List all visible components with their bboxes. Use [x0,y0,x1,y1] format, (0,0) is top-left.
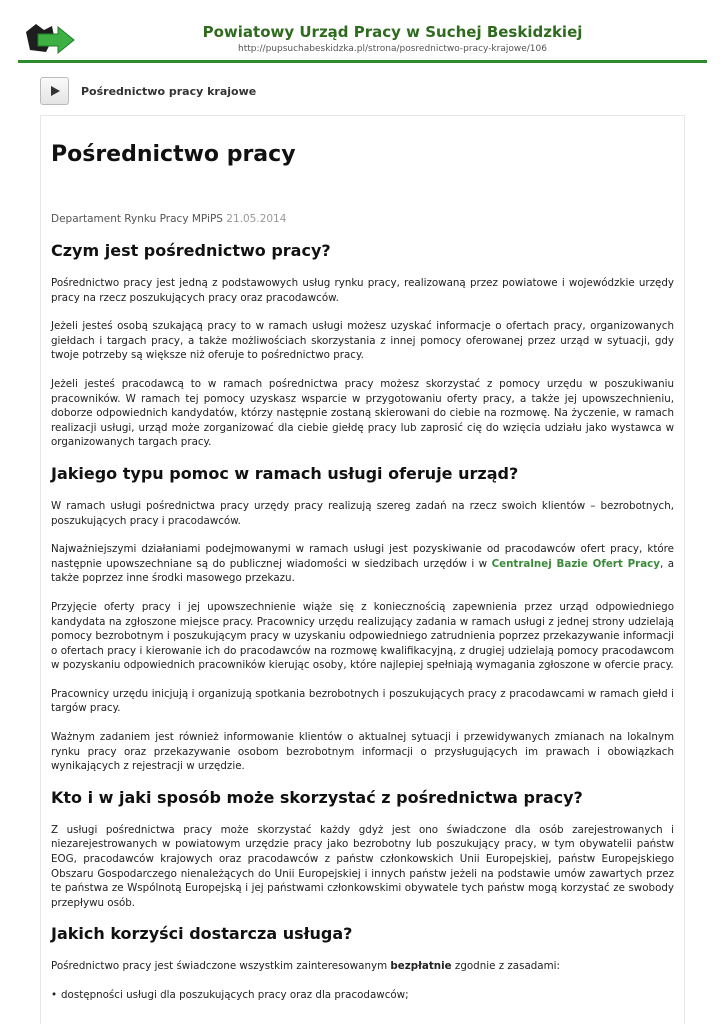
central-job-offers-link[interactable]: Centralnej Bazie Ofert Pracy [491,557,660,570]
paragraph: Pracownicy urzędu inicjują i organizują spotkania bezrobotnych i poszukujących pracy z pracodawcami w ramach giełd i targów pracy. [51,687,674,715]
paragraph [51,959,674,974]
bold-text: bezpłatnie [390,960,452,973]
page-header [0,0,725,64]
paragraph-text: zgodnie z zasadami: [451,960,560,973]
page-url: http://pupsuchabeskidzka.pl/strona/posrednictwo-pracy-krajowe/106 [238,44,547,54]
article-date: 21.05.2014 [226,213,287,225]
paragraph: Przyjęcie oferty pracy i jej upowszechnienie wiąże się z koniecznością zapewnienia przez urząd odpowiedniego kandydata na zgłoszone miejsce pracy. Pracownicy urzędu realizujący zadania w ramach usługi z jednej strony udzielają pomocy bezrobotnym i poszukującym pracy w uzyskaniu odpowiedniego zatrudnienia poprzez przekazywanie informacji o ofertach pracy i kierowanie ich do pracodawców na rozmowę kwalifikacyjną, z drugiej udzielają pomocy pracodawcom w pozyskaniu odpowiednich pracowników kierując osoby, które najlepiej spełniają wymagania zgłoszone w ofercie pracy. [51,600,674,672]
article-body [51,241,674,1003]
paragraph: Pośrednictwo pracy jest jedną z podstawowych usług rynku pracy, realizowaną przez powiatowe i wojewódzkie urzędy pracy na rzecz poszukujących pracy oraz pracodawców. [51,277,674,304]
benefits-list [51,988,674,1003]
paragraph-text: , a także poprzez inne środki masowego przekazu. [51,557,675,585]
page-title: Pośrednictwo pracy [51,142,296,167]
paragraph-text: Najważniejszymi działaniami podejmowanymi w ramach usługi jest pozyskiwanie od pracodawców ofert pracy, które następnie upowszechniane są do publicznej wiadomości w siedzibach urzędów i w [51,543,674,570]
article-card [40,115,685,1024]
header-divider [18,60,707,63]
section-heading: Jakich korzyści dostarcza usługa? [51,924,353,944]
section-heading: Kto i w jaki sposób może skorzystać z pośrednictwa pracy? [51,787,583,807]
breadcrumb-button[interactable] [40,77,69,105]
paragraph [51,542,674,586]
article-meta [51,213,286,225]
paragraph-text: Pośrednictwo pracy jest świadczone wszystkim zainteresowanym [51,960,391,973]
paragraph: Z usługi pośrednictwa pracy może skorzystać każdy gdyż jest ono świadczone dla osób zarejestrowanych i niezarejestrowanych w powiatowym urzędzie pracy jako bezrobotny lub poszukujący pracy, w tym obywatelii państw EOG, pracodawców krajowych oraz pracodawców z państw członkowskich Unii Europejskiej, państw Europejskiego Obszaru Gospodarczego nienależących do Unii Europejskiej i innych państw jeżeli na podstawie umów zawartych przez te państwa ze Wspólnotą Europejską i jej państwami członkowskimi obywatele tych państw mogą korzystać ze swobody przepływu osób. [51,823,674,909]
list-item: • dostępności usługi dla poszukujących pracy oraz dla pracodawców; [51,988,674,1003]
breadcrumb-label[interactable]: Pośrednictwo pracy krajowe [81,84,257,98]
site-title: Powiatowy Urząd Pracy w Suchej Beskidzkiej [202,23,583,41]
section-heading: Jakiego typu pomoc w ramach usługi oferuje urząd? [51,463,519,483]
section-heading: Czym jest pośrednictwo pracy? [51,241,331,260]
play-arrow-icon [49,85,61,97]
paragraph: Jeżeli jesteś osobą szukającą pracy to w ramach usługi możesz uzyskać informacje o ofertach pracy, organizowanych giełdach i targach pracy, a także możliwościach skorzystania z innej pomocy oferowanej przez urząd w sytuacji, gdy twoje potrzeby są większe niż oferuje to pośrednictwo pracy. [51,320,674,362]
paragraph: Ważnym zadaniem jest również informowanie klientów o aktualnej sytuacji i przewidywanych zmianach na lokalnym rynku pracy oraz przekazywanie osobom bezrobotnym informacji o przysługujących im prawach i obowiązkach wynikających z rejestracji w urzędzie. [51,731,674,773]
paragraph: W ramach usługi pośrednictwa pracy urzędy pracy realizują szereg zadań na rzecz swoich klientów – bezrobotnych, poszukujących pracy i pracodawców. [51,499,674,527]
paragraph: Jeżeli jesteś pracodawcą to w ramach pośrednictwa pracy możesz skorzystać z pomocy urzędu w poszukiwaniu pracowników. W ramach tej pomocy uzyskasz wsparcie w przygotowaniu oferty pracy, a także jej upowszechnieniu, doborze odpowiednich kandydatów, którzy następnie zostaną skierowani do ciebie na rozmowę. Na życzenie, w ramach realizacji usługi, urząd może zorganizować dla ciebie giełdę pracy lub zaprosić cię do wzięcia udziału jako wystawca w organizowanych targach pracy. [51,377,674,449]
article-author: Departament Rynku Pracy MPiPS [51,213,223,225]
breadcrumb [40,76,256,106]
